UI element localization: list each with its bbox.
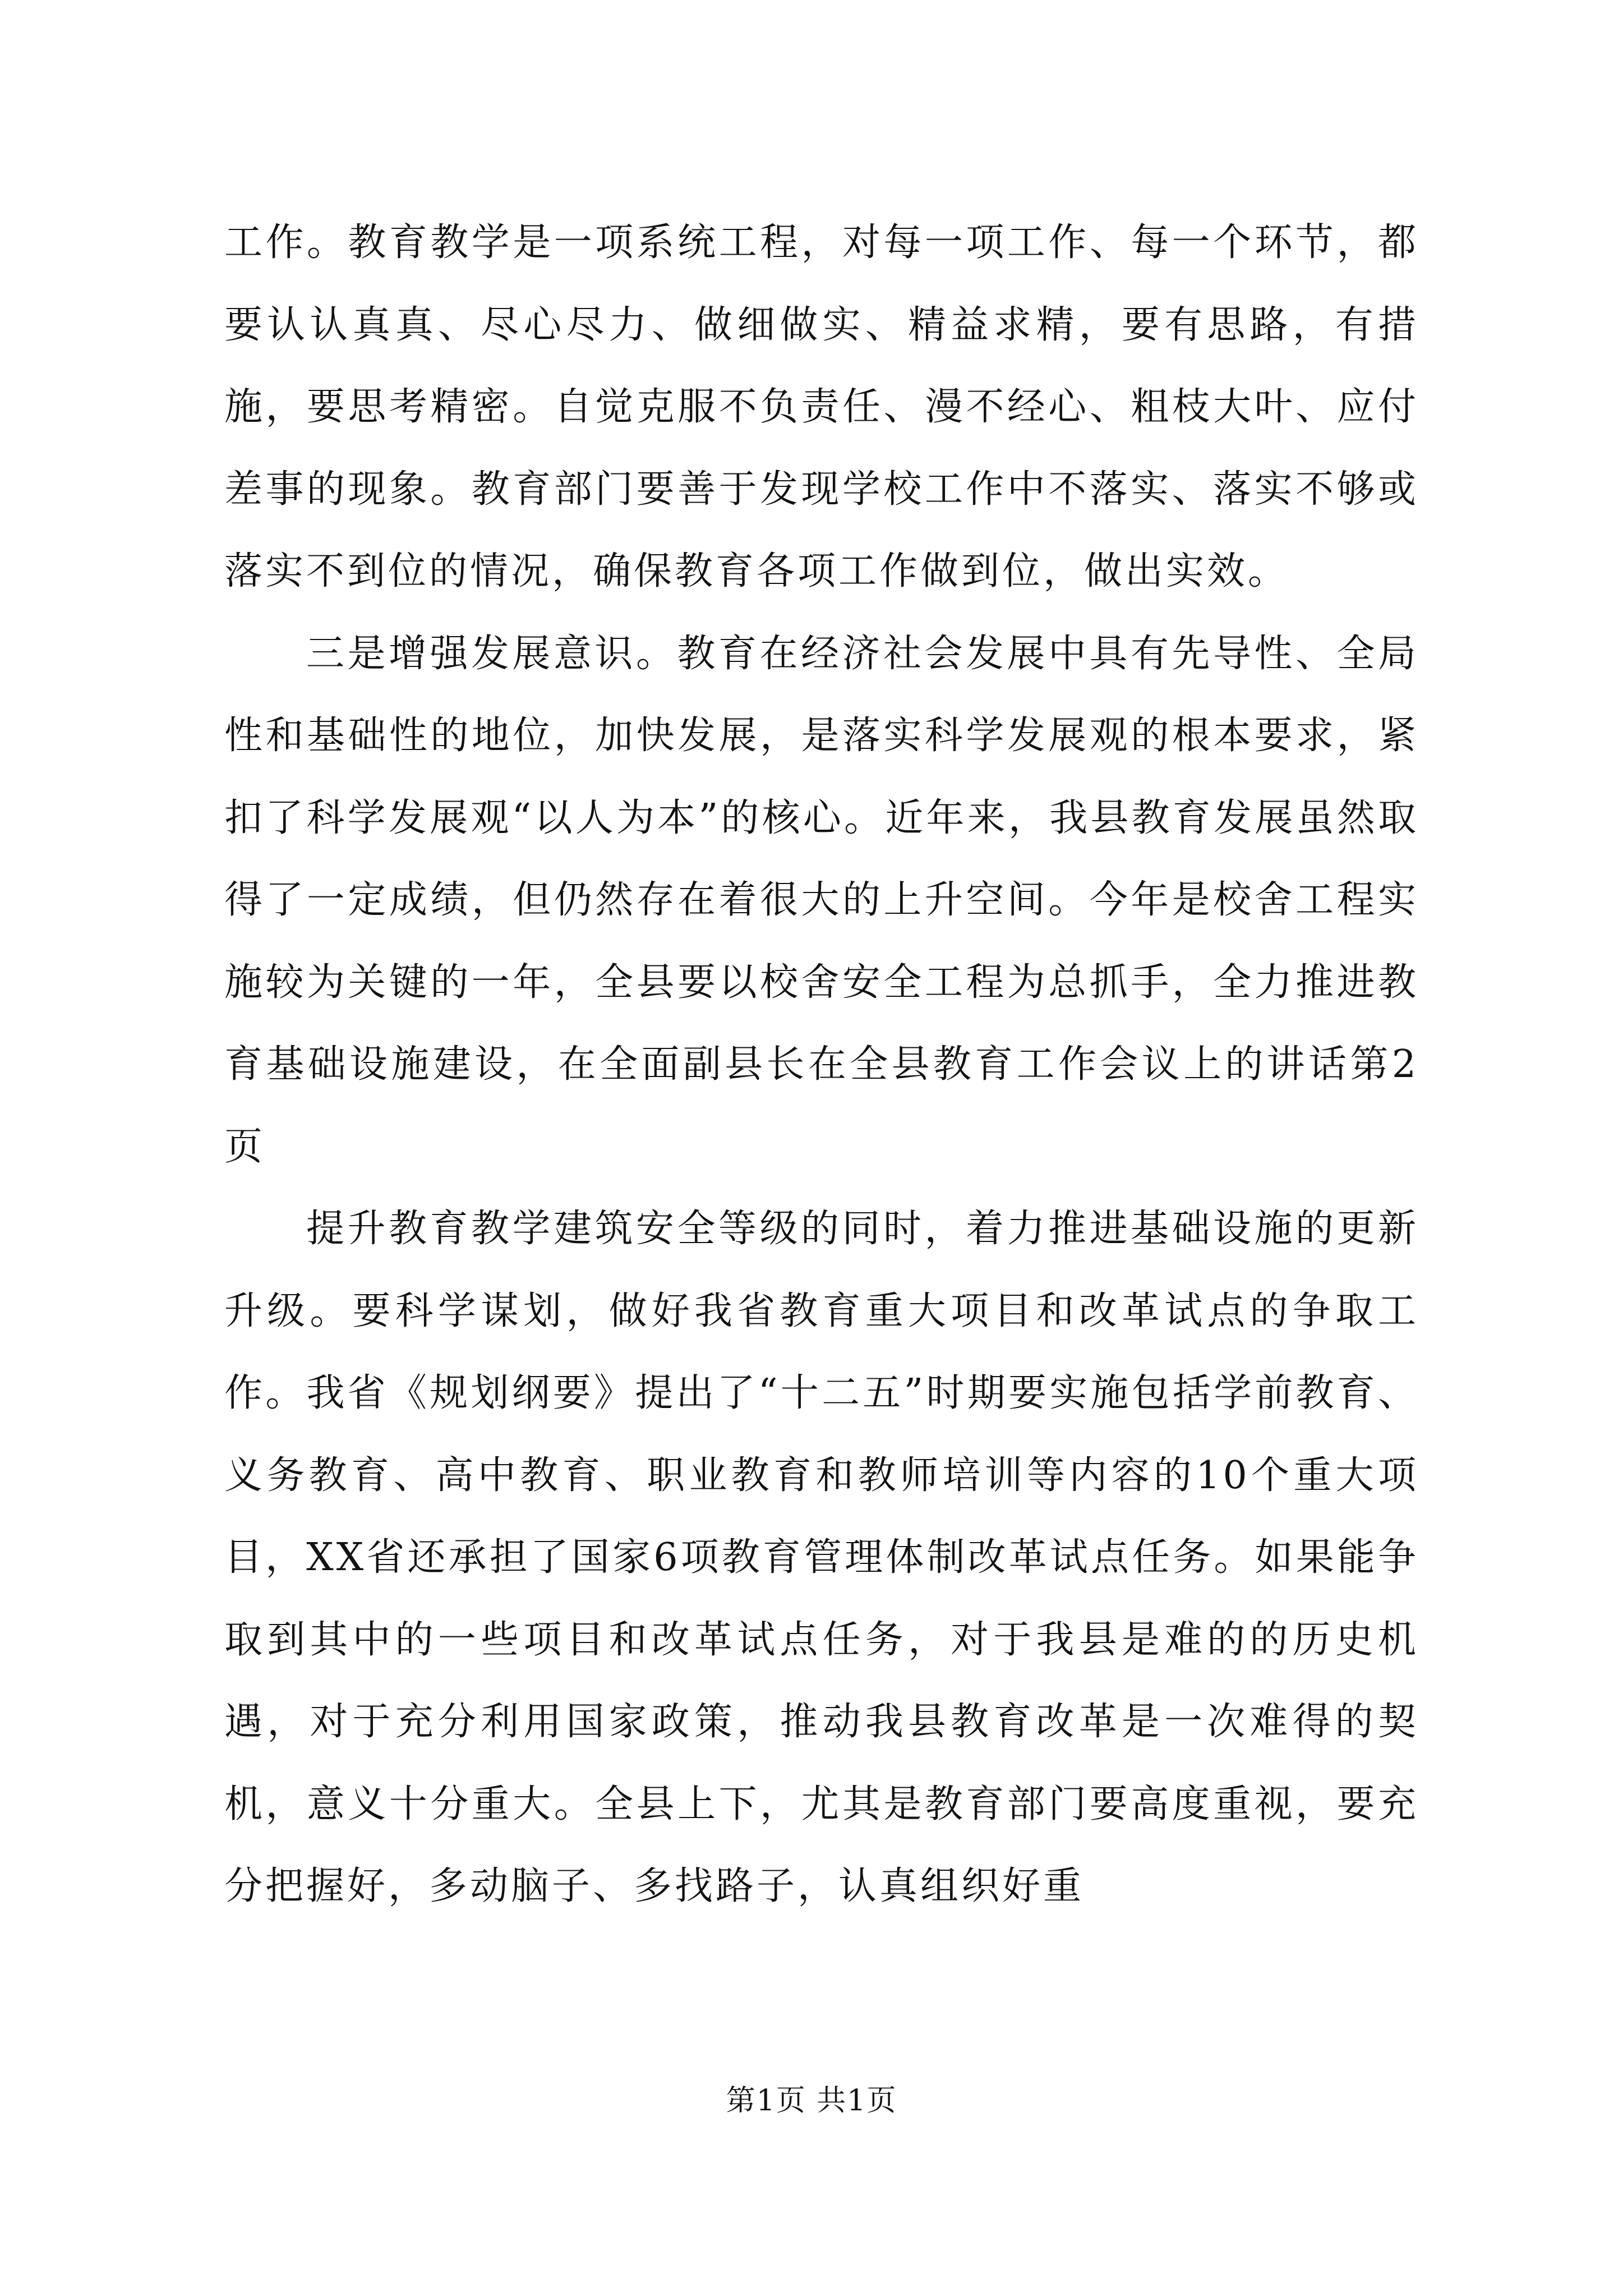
page-footer: 第1页 共1页 [726, 2084, 897, 2118]
paragraph-3: 提升教育教学建筑安全等级的同时，着力推进基础设施的更新升级。要科学谋划，做好我省教育重大项目和改革试点的争取工作。我省《规划纲要》提出了“十二五”时期要实施包括学前教育、义务教育、高中教育、职业教育和教师培训等内容的10个重大项目，XX省还承担了国家6项教育管理体制改革试点任务。如果能争取到其中的一些项目和改革试点任务，对于我县是难的的历史机遇，对于充分利用国家政策，推动我县教育改革是一次难得的契机，意义十分重大。全县上下，尤其是教育部门要高度重视，要充分把握好，多动脑子、多找路子，认真组织好重 [224, 1207, 1419, 1908]
document-body [224, 202, 1419, 1928]
paragraph-1: 工作。教育教学是一项系统工程，对每一项工作、每一个环节，都要认认真真、尽心尽力、做细做实、精益求精，要有思路，有措施，要思考精密。自觉克服不负责任、漫不经心、粗枝大叶、应付差事的现象。教育部门要善于发现学校工作中不落实、落实不够或落实不到位的情况，确保教育各项工作做到位，做出实效。 [224, 220, 1419, 593]
paragraph-2: 三是增强发展意识。教育在经济社会发展中具有先导性、全局性和基础性的地位，加快发展，是落实科学发展观的根本要求，紧扣了科学发展观“以人为本”的核心。近年来，我县教育发展虽然取得了一定成绩，但仍然存在着很大的上升空间。今年是校舍工程实施较为关键的一年，全县要以校舍安全工程为总抓手，全力推进教育基础设施建设，在全面副县长在全县教育工作会议上的讲话第2页 [224, 631, 1419, 1169]
